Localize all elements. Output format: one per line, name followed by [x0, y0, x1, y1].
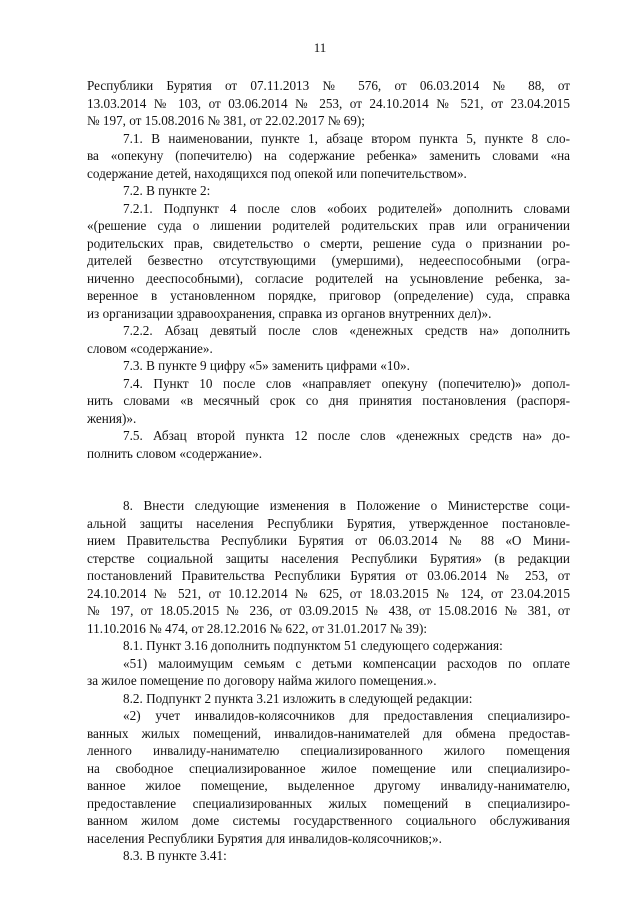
text-line: веренное в установленном порядке, приговор (определение) суда, справка [87, 288, 570, 303]
text-line: 8.3. В пункте 3.41: [123, 848, 227, 863]
text-line: «2) учет инвалидов-колясочников для предоставления специализиро- [123, 708, 570, 723]
text-line: 13.03.2014 № 103, от 03.06.2014 № 253, от 24.10.2014 № 521, от 23.04.2015 [87, 95, 570, 111]
text-line: постановлений Правительства Республики Бурятия от 03.06.2014 № 253, от [87, 568, 570, 583]
text-line: 7.3. В пункте 9 цифру «5» заменить цифрами «10». [123, 358, 410, 373]
text-line: 7.5. Абзац второй пункта 12 после слов «денежных средств на» до- [123, 428, 570, 443]
text-line: ленного инвалиду-нанимателю специализированного жилого помещения [87, 743, 570, 758]
paragraph-gap [87, 462, 570, 497]
text-line: дителей безвестно отсутствующими (умершими), недееспособными (огра- [87, 253, 570, 268]
text-line: нием Правительства Республики Бурятия от 06.03.2014 № 88 «О Мини- [87, 533, 570, 548]
text-line: 8.2. Подпункт 2 пункта 3.21 изложить в следующей редакции: [123, 690, 473, 706]
text-line: 11.10.2016 № 474, от 28.12.2016 № 622, от 31.01.2017 № 39): [87, 620, 428, 636]
text-line: содержание детей, находящихся под опекой или попечительством». [87, 165, 467, 181]
text-line: «51) малоимущим семьям с детьми компенсации расходов по оплате [123, 655, 570, 671]
text-line: населения Республики Бурятия для инвалидов-колясочников;». [87, 830, 442, 846]
page-number: 11 [313, 40, 327, 55]
text-line: 7.2.1. Подпункт 4 после слов «обоих родителей» дополнить словами [123, 200, 570, 216]
text-line: 7.2. В пункте 2: [123, 183, 211, 198]
text-line: Республики Бурятия от 07.11.2013 № 576, от 06.03.2014 № 88, от [87, 78, 570, 93]
text-line: № 197, от 15.08.2016 № 381, от 22.02.2017 № 69); [87, 113, 365, 128]
text-line: ниченно дееспособными), согласие родителей на усыновление ребенка, за- [87, 270, 570, 286]
text-line: № 197, от 18.05.2015 № 236, от 03.09.2015 № 438, от 15.08.2016 № 381, от [87, 603, 570, 618]
text-line: нить словами «в месячный срок со дня принятия постановления (распоря- [87, 393, 570, 408]
text-line: стерстве социальной защиты населения Республики Бурятия» (в редакции [87, 550, 570, 566]
text-line: 7.2.2. Абзац девятый после слов «денежных средств на» дополнить [123, 323, 570, 338]
text-line: предоставление специализированных жилых помещений в специализиро- [87, 795, 570, 811]
text-line: ванное жилое помещение, выделенное другому инвалиду-нанимателю, [87, 778, 570, 793]
text-line: за жилое помещение по договору найма жилого помещения.». [87, 673, 437, 688]
text-line: жения)». [87, 410, 137, 426]
text-line: родительских прав, свидетельство о смерти, решение суда о признании ро- [87, 235, 570, 251]
text-line: 8.1. Пункт 3.16 дополнить подпунктом 51 следующего содержания: [123, 638, 503, 653]
text-line: на свободное специализированное жилое помещение или специализиро- [87, 760, 570, 776]
document-body [87, 77, 570, 865]
text-line: ванном жилом доме системы государственного социального обслуживания [87, 813, 570, 828]
text-line: из организации здравоохранения, справка из органов внутренних дел)». [87, 305, 492, 321]
text-line: словом «содержание». [87, 340, 213, 356]
text-line: 24.10.2014 № 521, от 10.12.2014 № 625, от 18.03.2015 № 124, от 23.04.2015 [87, 585, 570, 601]
text-line: 8. Внести следующие изменения в Положение о Министерстве соци- [123, 498, 570, 513]
text-line: ва «опекуну (попечителю) на содержание ребенка» заменить словами «на [87, 148, 570, 163]
text-line: 7.4. Пункт 10 после слов «направляет опекуну (попечителю)» допол- [123, 375, 570, 391]
text-line: 7.1. В наименовании, пункте 1, абзаце втором пункта 5, пункте 8 сло- [123, 130, 570, 146]
text-line: «(решение суда о лишении родителей родительских прав или ограничении [87, 218, 570, 233]
text-line: ванных жилых помещений, инвалидов-нанимателей для обмена предостав- [87, 725, 570, 741]
text-line: полнить словом «содержание». [87, 445, 263, 461]
text-line: альной защиты населения Республики Бурятия, утвержденное постановле- [87, 515, 570, 531]
